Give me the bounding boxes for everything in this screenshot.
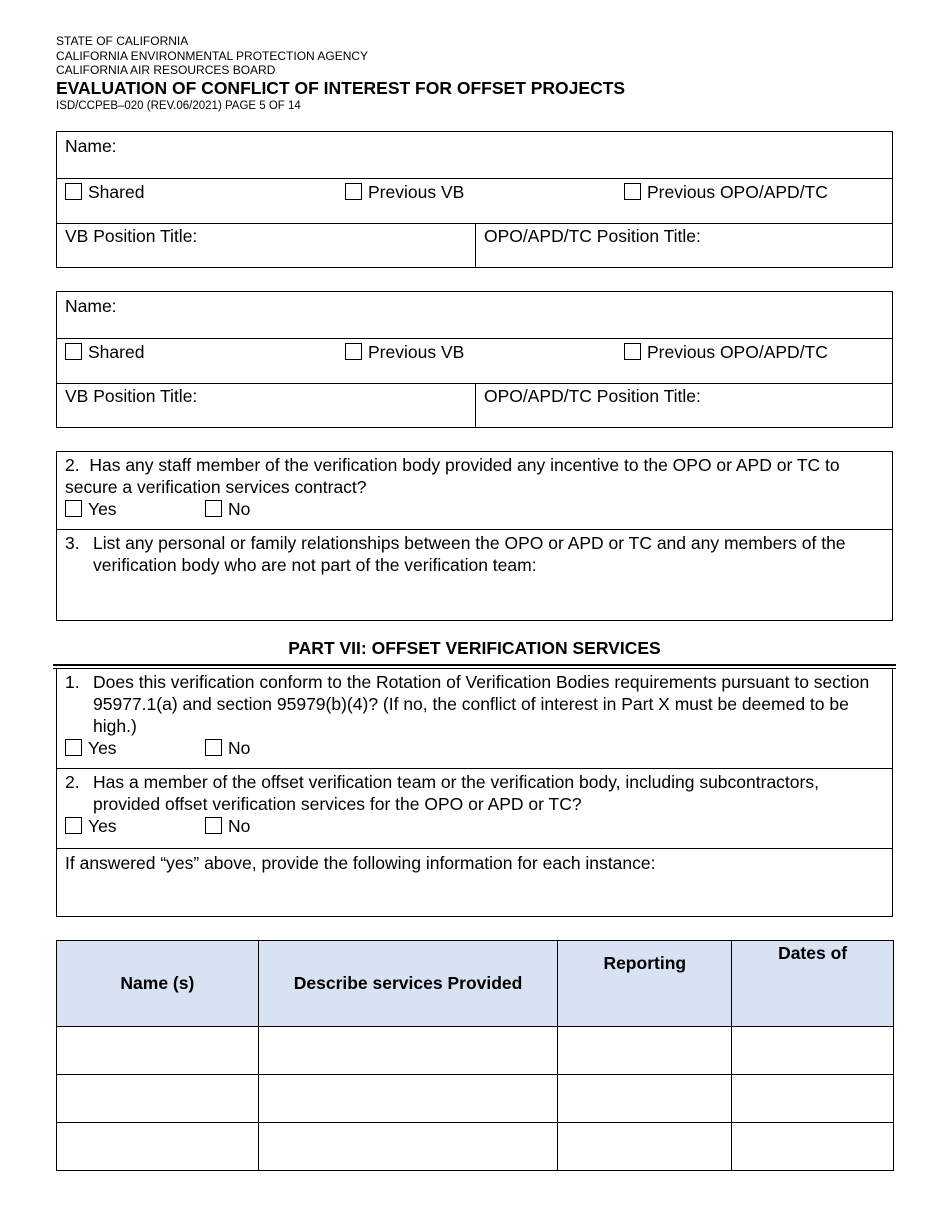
vb-position-title[interactable]: VB Position Title:	[65, 226, 198, 246]
table-cell[interactable]	[57, 1027, 259, 1075]
question-3-text: List any personal or family relationships between the OPO or APD or TC and any members of the verification body who are not part of the verification team:	[93, 533, 846, 575]
agency-line: CALIFORNIA ENVIRONMENTAL PROTECTION AGENCY	[56, 48, 369, 63]
name-label: Name:	[65, 296, 117, 316]
name-row[interactable]	[57, 132, 892, 178]
yes-checkbox[interactable]	[65, 817, 82, 834]
part-7-question-2	[65, 771, 882, 837]
no-checkbox[interactable]	[205, 500, 222, 517]
table-cell[interactable]	[732, 1075, 894, 1123]
questions-block	[56, 451, 893, 621]
part-7-question-1-text: Does this verification conform to the Rotation of Verification Bodies requirements pursuant to section 95977.1(a) and section 95979(b)(4)? (If no, the conflict of interest in Part X must be deemed to be high.)	[93, 672, 870, 736]
column-header-services: Describe services Provided	[258, 941, 558, 1027]
previous-vb-label: Previous VB	[368, 182, 465, 202]
previous-vb-label: Previous VB	[368, 342, 465, 362]
board-line: CALIFORNIA AIR RESOURCES BOARD	[56, 63, 276, 77]
table-row	[57, 1075, 894, 1123]
yes-label: Yes	[88, 816, 117, 836]
state-line: STATE OF CALIFORNIA	[56, 34, 189, 48]
part-7-question-2-text: Has a member of the offset verification team or the verification body, including subcontractors, provided offset verification services for the OPO or APD or TC?	[93, 772, 819, 814]
table-cell[interactable]	[558, 1027, 732, 1075]
previous-opo-checkbox[interactable]	[624, 343, 641, 360]
form-id: ISD/CCPEB–020 (REV.06/2021) PAGE 5 OF 14	[56, 99, 301, 112]
opo-position-title[interactable]: OPO/APD/TC Position Title:	[484, 386, 701, 406]
no-option[interactable]	[205, 498, 250, 520]
question-2-text	[65, 454, 882, 498]
yes-option[interactable]	[65, 815, 117, 837]
column-header-names: Name (s)	[57, 941, 259, 1027]
question-3-number: 3.	[65, 533, 80, 553]
no-label: No	[228, 499, 251, 519]
part-7-question-1	[65, 671, 882, 759]
part-7-question-2-answers	[65, 815, 882, 837]
yes-option[interactable]	[65, 498, 117, 520]
table-cell[interactable]	[732, 1123, 894, 1171]
table-cell[interactable]	[258, 1123, 558, 1171]
part-7-question-1-answers	[65, 737, 882, 759]
instance-instruction: If answered “yes” above, provide the following information for each instance:	[65, 853, 656, 873]
question-3	[65, 532, 882, 576]
shared-option[interactable]	[65, 342, 144, 363]
table-cell[interactable]	[258, 1027, 558, 1075]
table-cell[interactable]	[558, 1123, 732, 1171]
table-cell[interactable]	[57, 1075, 259, 1123]
yes-label: Yes	[88, 738, 117, 758]
name-label: Name:	[65, 136, 117, 156]
previous-opo-label: Previous OPO/APD/TC	[647, 342, 828, 362]
question-2-body: Has any staff member of the verification body provided any incentive to the OPO or APD or TC to secure a verification services contract?	[65, 455, 840, 497]
table-cell[interactable]	[258, 1075, 558, 1123]
heading-rule	[53, 664, 896, 666]
column-header-reporting: Reporting	[558, 941, 732, 1027]
position-row	[57, 223, 892, 267]
yes-label: Yes	[88, 499, 117, 519]
no-option[interactable]	[205, 737, 250, 759]
question-2-row	[57, 452, 892, 529]
yes-checkbox[interactable]	[65, 500, 82, 517]
services-table	[56, 940, 894, 1171]
table-row	[57, 1123, 894, 1171]
shared-label: Shared	[88, 342, 145, 362]
vb-position-title[interactable]: VB Position Title:	[65, 386, 198, 406]
previous-vb-checkbox[interactable]	[345, 343, 362, 360]
position-row	[57, 383, 892, 427]
part-7-question-1-number: 1.	[65, 672, 80, 692]
previous-opo-option[interactable]	[624, 182, 828, 203]
shared-checkbox[interactable]	[65, 343, 82, 360]
no-label: No	[228, 738, 251, 758]
part-7-block	[56, 669, 893, 917]
part-7-question-2-number: 2.	[65, 772, 80, 792]
question-3-row[interactable]	[57, 529, 892, 620]
previous-vb-option[interactable]	[345, 342, 464, 363]
column-divider	[475, 384, 476, 427]
previous-opo-checkbox[interactable]	[624, 183, 641, 200]
shared-label: Shared	[88, 182, 145, 202]
part-7-question-1-row	[57, 669, 892, 768]
part-7-heading: PART VII: OFFSET VERIFICATION SERVICES	[288, 638, 661, 658]
previous-opo-label: Previous OPO/APD/TC	[647, 182, 828, 202]
column-header-dates: Dates of	[732, 941, 894, 1027]
shared-option[interactable]	[65, 182, 144, 203]
checkbox-row	[57, 178, 892, 223]
table-cell[interactable]	[558, 1075, 732, 1123]
question-2-answers	[65, 498, 882, 520]
no-option[interactable]	[205, 815, 250, 837]
question-2	[65, 454, 882, 520]
form-header	[56, 34, 625, 113]
part-7-question-2-row	[57, 768, 892, 848]
yes-option[interactable]	[65, 737, 117, 759]
no-checkbox[interactable]	[205, 817, 222, 834]
no-label: No	[228, 816, 251, 836]
previous-vb-option[interactable]	[345, 182, 464, 203]
previous-opo-option[interactable]	[624, 342, 828, 363]
table-cell[interactable]	[57, 1123, 259, 1171]
shared-checkbox[interactable]	[65, 183, 82, 200]
form-title: EVALUATION OF CONFLICT OF INTEREST FOR OFFSET PROJECTS	[56, 77, 626, 98]
yes-checkbox[interactable]	[65, 739, 82, 756]
person-block-1	[56, 131, 893, 268]
column-divider	[475, 224, 476, 267]
name-row[interactable]	[57, 292, 892, 338]
previous-vb-checkbox[interactable]	[345, 183, 362, 200]
table-header-row	[57, 941, 894, 1027]
table-row	[57, 1027, 894, 1075]
checkbox-row	[57, 338, 892, 383]
table-cell[interactable]	[732, 1027, 894, 1075]
opo-position-title[interactable]: OPO/APD/TC Position Title:	[484, 226, 701, 246]
person-block-2	[56, 291, 893, 428]
question-2-number: 2.	[65, 455, 80, 475]
no-checkbox[interactable]	[205, 739, 222, 756]
instance-row[interactable]	[57, 848, 892, 916]
